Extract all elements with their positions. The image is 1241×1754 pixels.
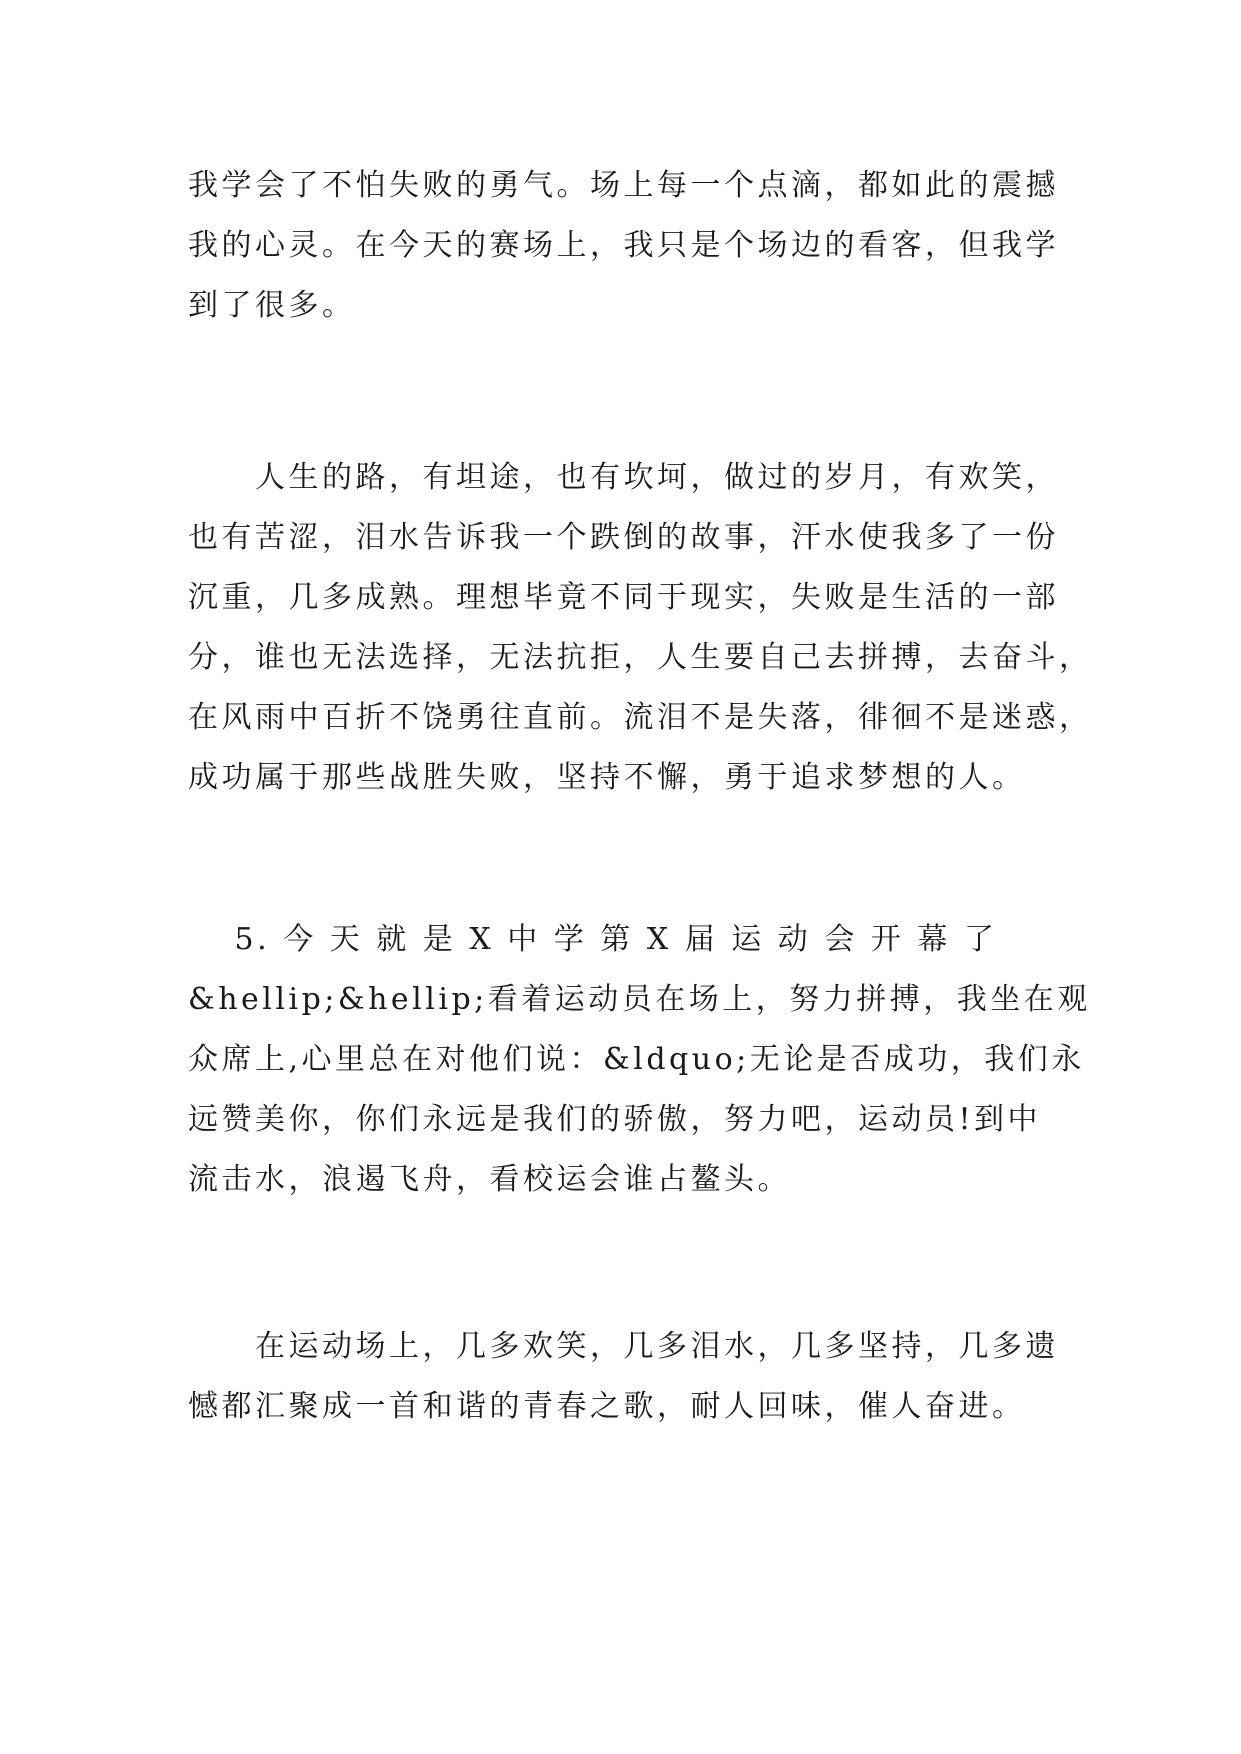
paragraph-line: 我的心灵。在今天的赛场上，我只是个场边的看客，但我学 <box>188 228 1059 263</box>
paragraph-line: &hellip;&hellip;看着运动员在场上，努力拼搏，我坐在观 <box>188 982 1091 1017</box>
paragraph-line: 人生的路，有坦途，也有坎坷，做过的岁月，有欢笑， <box>188 460 1059 495</box>
paragraph-line: 在风雨中百折不饶勇往直前。流泪不是失落，徘徊不是迷惑， <box>188 700 1093 735</box>
paragraph-line: 沉重，几多成熟。理想毕竟不同于现实，失败是生活的一部 <box>188 580 1059 615</box>
paragraph-4 <box>188 1317 1058 1437</box>
paragraph-2 <box>188 448 1093 808</box>
paragraph-line: 流击水，浪遏飞舟，看校运会谁占鳌头。 <box>188 1162 791 1197</box>
paragraph-line: 众席上,心里总在对他们说：&ldquo;无论是否成功，我们永 <box>188 1042 1085 1077</box>
paragraph-3 <box>188 910 1091 1210</box>
paragraph-1 <box>188 156 1058 336</box>
paragraph-line: 在运动场上，几多欢笑，几多泪水，几多坚持，几多遗 <box>188 1329 1059 1364</box>
paragraph-line: 我学会了不怕失败的勇气。场上每一个点滴，都如此的震撼 <box>188 168 1059 203</box>
paragraph-line: 分，谁也无法选择，无法抗拒，人生要自己去拼搏，去奋斗， <box>188 640 1093 675</box>
paragraph-line: 5. 今 天 就 是 X 中 学 第 X 届 运 动 会 开 幕 了 <box>188 922 998 957</box>
paragraph-line: 憾都汇聚成一首和谐的青春之歌，耐人回味，催人奋进。 <box>188 1389 1026 1424</box>
paragraph-line: 成功属于那些战胜失败，坚持不懈，勇于追求梦想的人。 <box>188 760 1026 795</box>
paragraph-line: 到了很多。 <box>188 288 356 323</box>
paragraph-line: 远赞美你，你们永远是我们的骄傲，努力吧，运动员!到中 <box>188 1102 1042 1137</box>
paragraph-line: 也有苦涩，泪水告诉我一个跌倒的故事，汗水使我多了一份 <box>188 520 1059 555</box>
